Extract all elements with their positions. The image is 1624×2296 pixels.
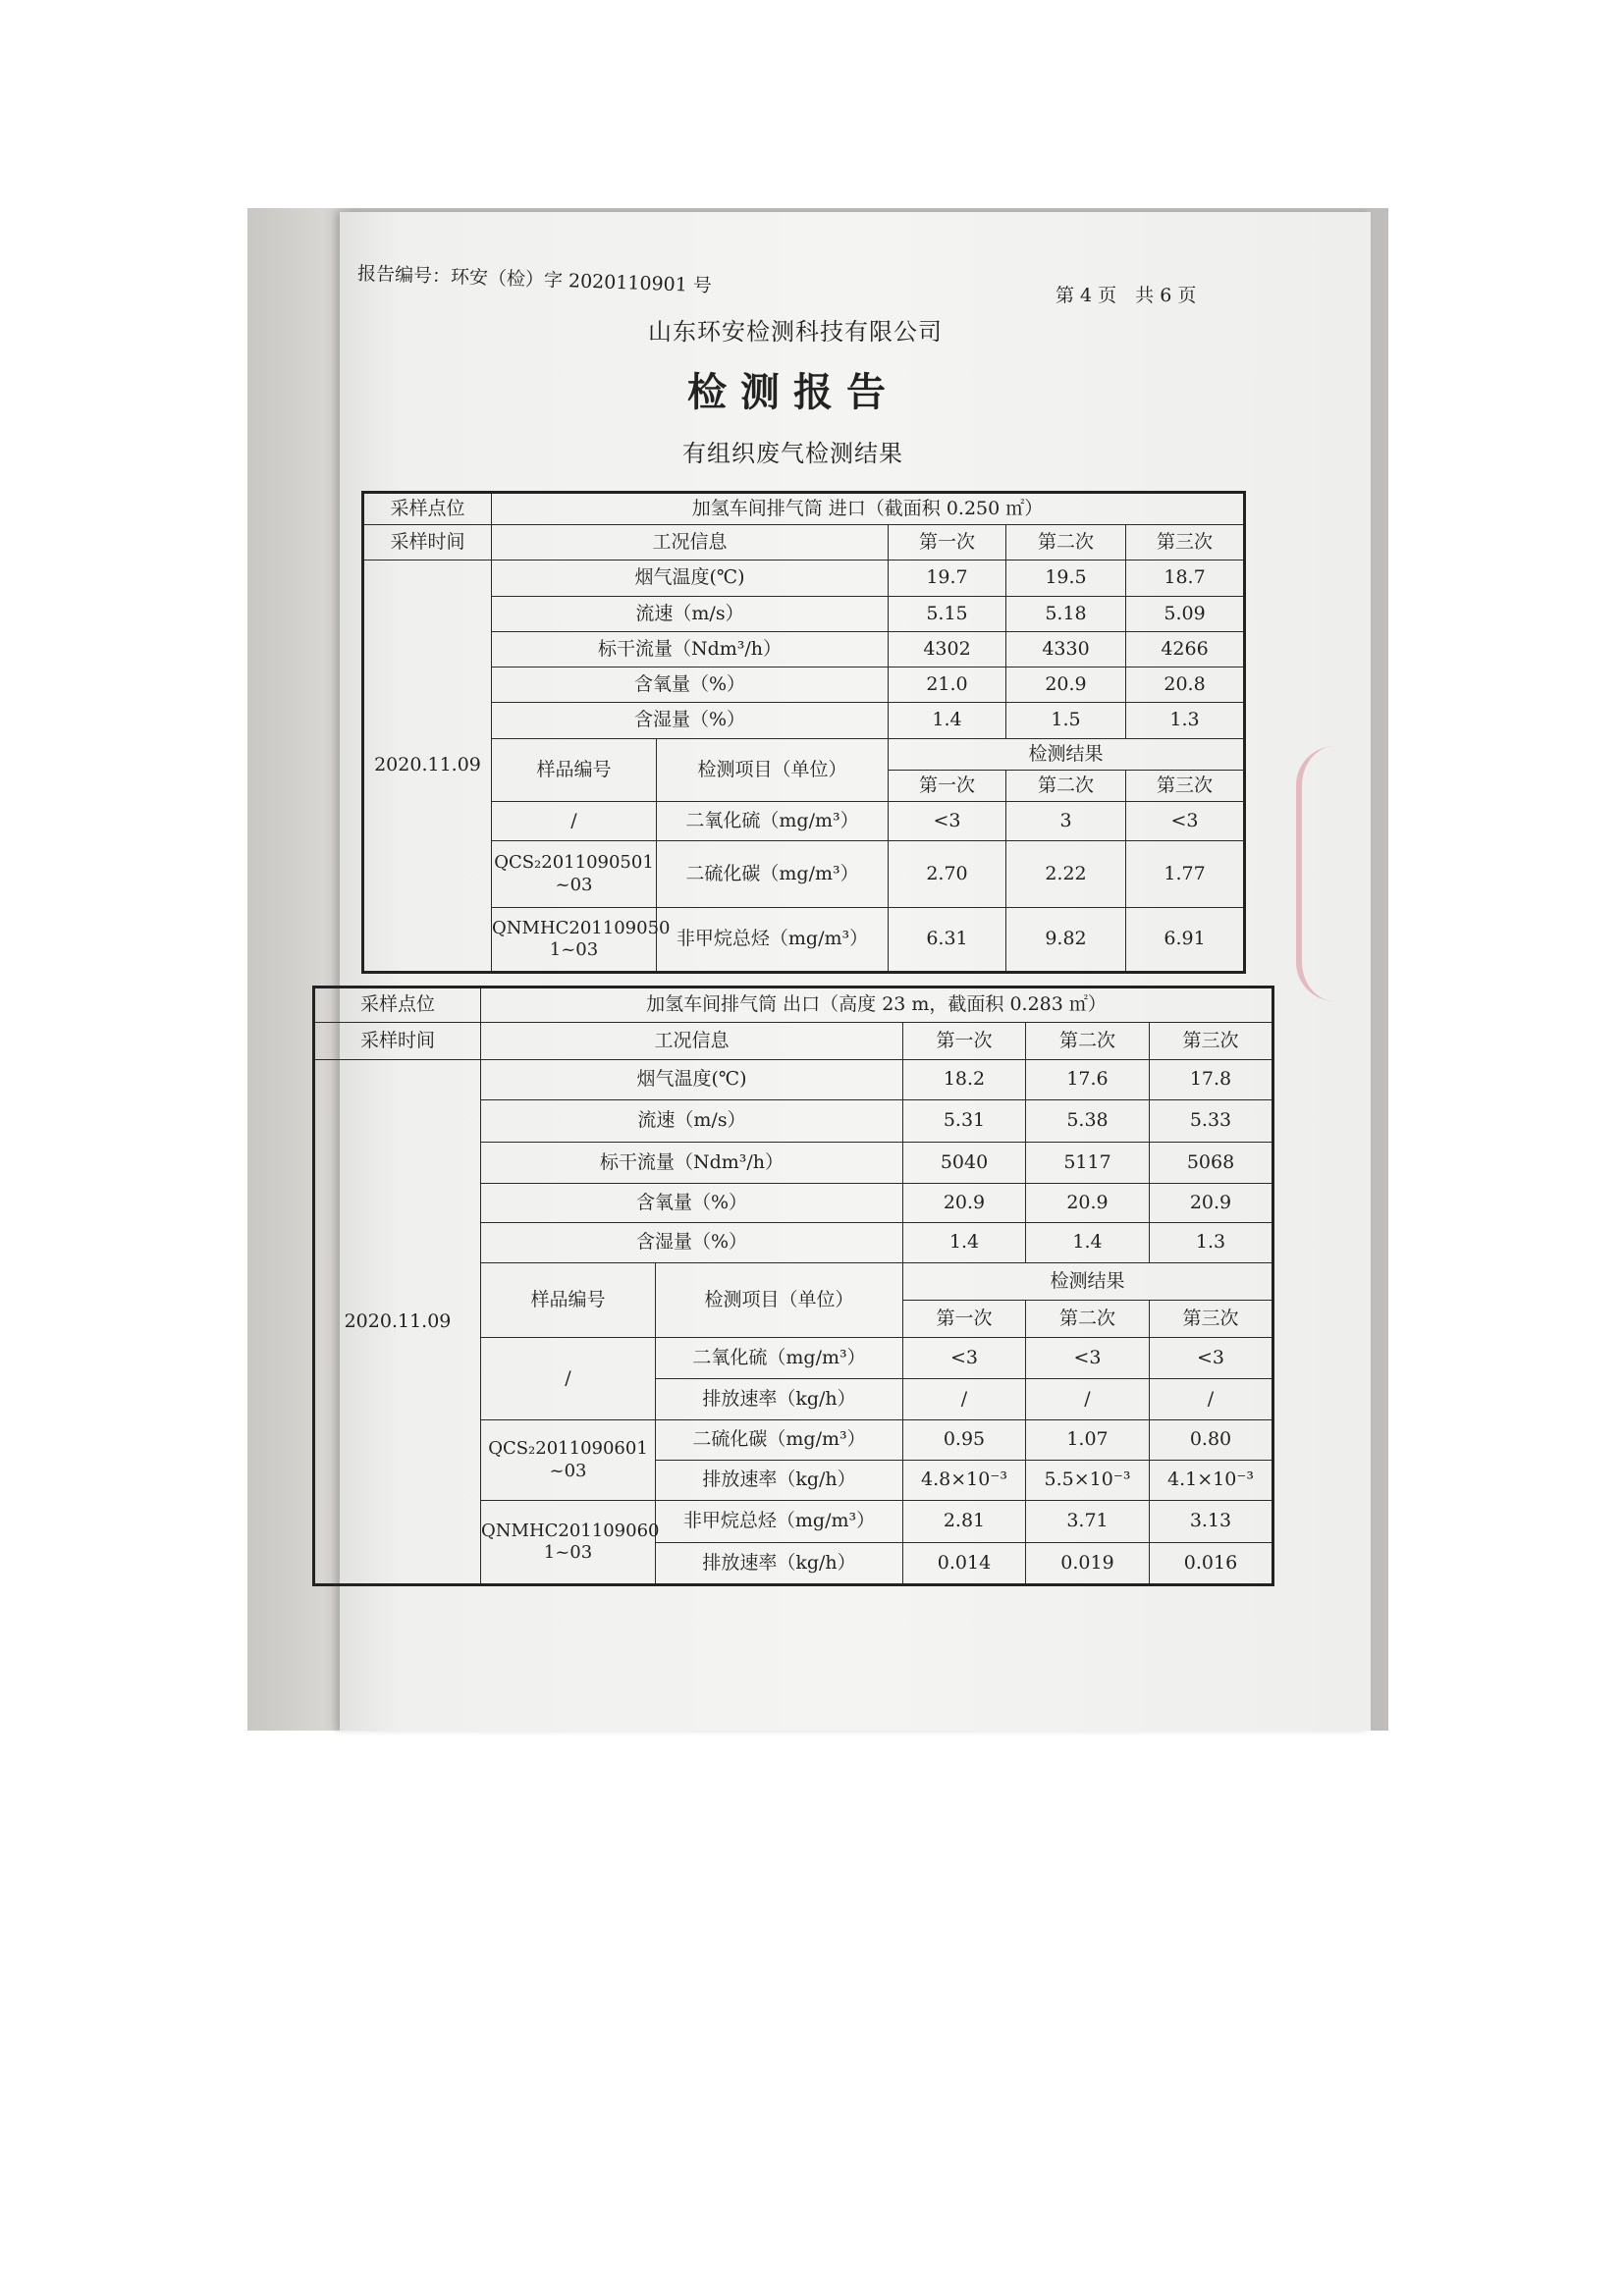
label-run2: 第二次: [1006, 771, 1126, 802]
sample-number: QNMHC201109060 1~03: [481, 1501, 656, 1585]
sample-number: QCS₂2011090601 ~03: [481, 1420, 656, 1501]
company-name: 山东环安检测科技有限公司: [648, 318, 943, 346]
condition-name: 流速（m/s）: [492, 597, 889, 632]
result-value: 4.1×10⁻³: [1150, 1461, 1273, 1501]
result-value: 2.22: [1006, 841, 1126, 908]
result-value: 3.71: [1026, 1501, 1150, 1543]
label-run2: 第二次: [1026, 1023, 1150, 1060]
result-value: 0.016: [1150, 1543, 1273, 1585]
result-value: <3: [889, 802, 1006, 841]
condition-value: 20.9: [1006, 667, 1126, 703]
result-value: /: [1026, 1379, 1150, 1420]
condition-value: 1.3: [1126, 703, 1245, 739]
condition-value: 5.15: [889, 597, 1006, 632]
label-sampling-time: 采样时间: [314, 1023, 481, 1060]
label-run3: 第三次: [1150, 1301, 1273, 1338]
label-sample-no: 样品编号: [481, 1263, 656, 1338]
condition-name: 标干流量（Ndm³/h）: [481, 1143, 903, 1184]
condition-value: 5068: [1150, 1143, 1273, 1184]
condition-value: 20.9: [903, 1184, 1026, 1223]
label-run1: 第一次: [903, 1023, 1026, 1060]
result-value: 9.82: [1006, 908, 1126, 973]
condition-value: 19.5: [1006, 561, 1126, 597]
test-item: 非甲烷总烃（mg/m³）: [657, 908, 889, 973]
label-sampling-time: 采样时间: [363, 525, 492, 561]
inlet-results-table: [361, 491, 1246, 974]
page-info: 第 4 页 共 6 页: [1056, 285, 1197, 306]
result-value: 6.31: [889, 908, 1006, 973]
condition-name: 标干流量（Ndm³/h）: [492, 632, 889, 667]
test-item: 排放速率（kg/h）: [656, 1461, 903, 1501]
condition-name: 含氧量（%）: [481, 1184, 903, 1223]
sample-number: /: [481, 1338, 656, 1420]
condition-name: 含湿量（%）: [492, 703, 889, 739]
condition-value: 1.4: [889, 703, 1006, 739]
result-value: <3: [1026, 1338, 1150, 1379]
label-conditions: 工况信息: [492, 525, 889, 561]
result-value: 6.91: [1126, 908, 1245, 973]
condition-value: 5.18: [1006, 597, 1126, 632]
result-value: 0.80: [1150, 1420, 1273, 1461]
result-value: 4.8×10⁻³: [903, 1461, 1026, 1501]
label-run3: 第三次: [1126, 525, 1245, 561]
outlet-results-table: [312, 986, 1274, 1586]
result-value: <3: [1150, 1338, 1273, 1379]
condition-value: 20.9: [1150, 1184, 1273, 1223]
label-test-result: 检测结果: [889, 739, 1245, 771]
result-value: 1.77: [1126, 841, 1245, 908]
condition-value: 1.3: [1150, 1223, 1273, 1263]
sample-number: QNMHC201109050 1~03: [492, 908, 657, 973]
condition-value: 1.5: [1006, 703, 1126, 739]
report-title: 检测报告: [687, 369, 899, 415]
test-item: 排放速率（kg/h）: [656, 1543, 903, 1585]
condition-name: 烟气温度(℃): [492, 561, 889, 597]
result-value: 5.5×10⁻³: [1026, 1461, 1150, 1501]
condition-value: 18.7: [1126, 561, 1245, 597]
condition-name: 烟气温度(℃): [481, 1060, 903, 1100]
test-item: 二硫化碳（mg/m³）: [657, 841, 889, 908]
result-value: 2.70: [889, 841, 1006, 908]
label-sampling-point: 采样点位: [363, 493, 492, 525]
label-test-item: 检测项目（单位）: [656, 1263, 903, 1338]
result-value: <3: [1126, 802, 1245, 841]
test-item: 非甲烷总烃（mg/m³）: [656, 1501, 903, 1543]
report-subtitle: 有组织废气检测结果: [682, 440, 903, 467]
test-item: 排放速率（kg/h）: [656, 1379, 903, 1420]
label-run1: 第一次: [903, 1301, 1026, 1338]
result-value: /: [1150, 1379, 1273, 1420]
result-value: 3.13: [1150, 1501, 1273, 1543]
label-run3: 第三次: [1150, 1023, 1273, 1060]
condition-value: 18.2: [903, 1060, 1026, 1100]
condition-value: 4330: [1006, 632, 1126, 667]
label-sample-no: 样品编号: [492, 739, 657, 802]
test-item: 二氧化硫（mg/m³）: [657, 802, 889, 841]
result-value: 0.014: [903, 1543, 1026, 1585]
condition-value: 19.7: [889, 561, 1006, 597]
label-run1: 第一次: [889, 525, 1006, 561]
sampling-point-value: 加氢车间排气筒 进口（截面积 0.250 ㎡）: [492, 493, 1245, 525]
label-sampling-point: 采样点位: [314, 988, 481, 1023]
result-value: 1.07: [1026, 1420, 1150, 1461]
sample-number: /: [492, 802, 657, 841]
sampling-date: 2020.11.09: [314, 1060, 481, 1585]
condition-value: 20.9: [1026, 1184, 1150, 1223]
condition-value: 5040: [903, 1143, 1026, 1184]
condition-value: 4266: [1126, 632, 1245, 667]
report-number: 报告编号：环安（检）字 2020110901 号: [356, 262, 713, 297]
condition-value: 5.38: [1026, 1100, 1150, 1143]
seal-stamp-edge: [1296, 746, 1380, 1001]
condition-value: 1.4: [1026, 1223, 1150, 1263]
sampling-point-value: 加氢车间排气筒 出口（高度 23 m，截面积 0.283 ㎡）: [481, 988, 1273, 1023]
condition-value: 20.8: [1126, 667, 1245, 703]
result-value: 3: [1006, 802, 1126, 841]
label-test-result: 检测结果: [903, 1263, 1273, 1301]
condition-value: 17.8: [1150, 1060, 1273, 1100]
label-run1: 第一次: [889, 771, 1006, 802]
sampling-date: 2020.11.09: [363, 561, 492, 973]
label-run3: 第三次: [1126, 771, 1245, 802]
result-value: 2.81: [903, 1501, 1026, 1543]
label-run2: 第二次: [1006, 525, 1126, 561]
result-value: /: [903, 1379, 1026, 1420]
label-conditions: 工况信息: [481, 1023, 903, 1060]
label-test-item: 检测项目（单位）: [657, 739, 889, 802]
condition-value: 1.4: [903, 1223, 1026, 1263]
result-value: <3: [903, 1338, 1026, 1379]
condition-value: 5.33: [1150, 1100, 1273, 1143]
result-value: 0.95: [903, 1420, 1026, 1461]
result-value: 0.019: [1026, 1543, 1150, 1585]
condition-name: 流速（m/s）: [481, 1100, 903, 1143]
condition-value: 5.09: [1126, 597, 1245, 632]
condition-value: 5117: [1026, 1143, 1150, 1184]
condition-name: 含湿量（%）: [481, 1223, 903, 1263]
test-item: 二氧化硫（mg/m³）: [656, 1338, 903, 1379]
label-run2: 第二次: [1026, 1301, 1150, 1338]
condition-value: 21.0: [889, 667, 1006, 703]
condition-value: 17.6: [1026, 1060, 1150, 1100]
test-item: 二硫化碳（mg/m³）: [656, 1420, 903, 1461]
condition-name: 含氧量（%）: [492, 667, 889, 703]
sample-number: QCS₂2011090501 ~03: [492, 841, 657, 908]
condition-value: 5.31: [903, 1100, 1026, 1143]
condition-value: 4302: [889, 632, 1006, 667]
